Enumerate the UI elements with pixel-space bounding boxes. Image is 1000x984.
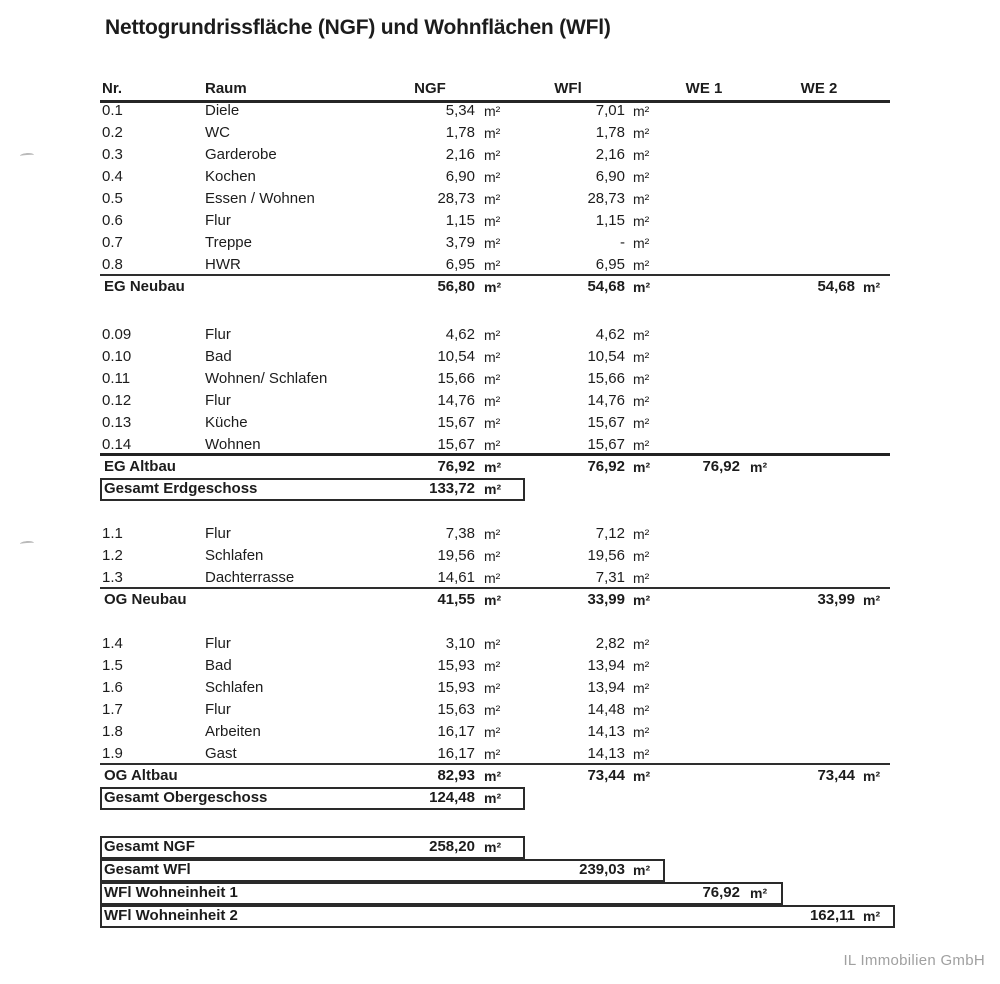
unit-m2: m² (484, 526, 501, 542)
subtotal-label: EG Neubau (104, 278, 185, 295)
footer-text: IL Immobilien GmbH (843, 952, 985, 969)
cell-we1-value: 76,92 (702, 884, 740, 901)
col-header-we1: WE 1 (685, 80, 723, 97)
area-table (100, 78, 910, 928)
cell-ngf-value: 15,93 (437, 657, 475, 674)
unit-m2: m² (484, 147, 501, 163)
cell-ngf-value: 6,90 (445, 168, 475, 185)
cell-wfl-value: 19,56 (587, 547, 625, 564)
cell-raum: Flur (205, 525, 231, 542)
cell-we2-value: 54,68 (817, 278, 855, 295)
cell-raum: Bad (205, 348, 232, 365)
cell-ngf-value: 1,15 (445, 212, 475, 229)
cell-ngf-value: 1,78 (445, 124, 475, 141)
col-header-wfl: WFl (554, 80, 582, 97)
table-row (100, 633, 910, 655)
cell-raum: Flur (205, 635, 231, 652)
cell-wfl-value: 15,67 (587, 414, 625, 431)
unit-m2: m² (484, 169, 501, 185)
unit-m2: m² (633, 658, 650, 674)
unit-m2: m² (484, 481, 502, 497)
unit-m2: m² (863, 279, 881, 295)
cell-wfl-value: 54,68 (587, 278, 625, 295)
cell-wfl-value: 13,94 (587, 679, 625, 696)
cell-we1-value: 76,92 (702, 458, 740, 475)
cell-ngf-value: 6,95 (445, 256, 475, 273)
cell-ngf-value: 15,67 (437, 436, 475, 453)
unit-m2: m² (633, 459, 651, 475)
subtotal-label: OG Neubau (104, 591, 187, 608)
total-row (100, 905, 910, 928)
subtotal-row (100, 276, 910, 298)
page-title: Nettogrundrissfläche (NGF) und Wohnflächen (WFl) (105, 16, 611, 39)
cell-wfl-value: 1,15 (595, 212, 625, 229)
table-row (100, 122, 910, 144)
cell-nr: 1.7 (102, 701, 123, 718)
cell-raum: Wohnen/ Schlafen (205, 370, 328, 387)
unit-m2: m² (633, 702, 650, 718)
cell-ngf-value: 15,93 (437, 679, 475, 696)
cell-nr: 0.12 (102, 392, 132, 409)
cell-nr: 0.5 (102, 190, 123, 207)
cell-wfl-value: 73,44 (587, 767, 625, 784)
unit-m2: m² (633, 437, 650, 453)
unit-m2: m² (484, 592, 502, 608)
cell-nr: 0.10 (102, 348, 132, 365)
unit-m2: m² (633, 279, 651, 295)
unit-m2: m² (484, 768, 502, 784)
cell-ngf-value: 3,79 (445, 234, 475, 251)
cell-ngf-value: 15,67 (437, 414, 475, 431)
cell-ngf-value: 19,56 (437, 547, 475, 564)
cell-wfl-value: 7,01 (595, 102, 625, 119)
unit-m2: m² (633, 393, 650, 409)
cell-nr: 1.2 (102, 547, 123, 564)
cell-raum: Flur (205, 326, 231, 343)
cell-nr: 0.11 (102, 370, 131, 387)
col-header-we2: WE 2 (800, 80, 838, 97)
unit-m2: m² (633, 592, 651, 608)
cell-wfl-value: 14,48 (587, 701, 625, 718)
cell-ngf-value: 14,61 (437, 569, 475, 586)
table-row (100, 699, 910, 721)
cell-nr: 0.3 (102, 146, 123, 163)
unit-m2: m² (484, 459, 502, 475)
cell-ngf-value: 28,73 (437, 190, 475, 207)
spacer (100, 298, 910, 324)
unit-m2: m² (633, 257, 650, 273)
unit-m2: m² (750, 885, 768, 901)
cell-ngf-value: 10,54 (437, 348, 475, 365)
unit-m2: m² (633, 125, 650, 141)
unit-m2: m² (484, 415, 501, 431)
cell-nr: 1.6 (102, 679, 123, 696)
cell-raum: Flur (205, 392, 231, 409)
table-row (100, 100, 910, 122)
subtotal-label: EG Altbau (104, 458, 176, 475)
table-row (100, 523, 910, 545)
table-row (100, 232, 910, 254)
unit-m2: m² (484, 125, 501, 141)
unit-m2: m² (484, 371, 501, 387)
cell-ngf-value: 7,38 (445, 525, 475, 542)
cell-ngf-value: 5,34 (445, 102, 475, 119)
unit-m2: m² (484, 570, 501, 586)
cell-ngf-value: 15,63 (437, 701, 475, 718)
unit-m2: m² (484, 393, 501, 409)
cell-nr: 0.4 (102, 168, 123, 185)
subtotal-row (100, 765, 910, 787)
cell-nr: 1.1 (102, 525, 123, 542)
cell-nr: 1.5 (102, 657, 123, 674)
cell-wfl-value: 6,90 (595, 168, 625, 185)
cell-wfl-value: 14,76 (587, 392, 625, 409)
table-row (100, 721, 910, 743)
total-row (100, 787, 910, 810)
unit-m2: m² (633, 636, 650, 652)
cell-ngf-value: 2,16 (445, 146, 475, 163)
unit-m2: m² (633, 724, 650, 740)
unit-m2: m² (484, 279, 502, 295)
spacer (100, 501, 910, 523)
unit-m2: m² (633, 862, 651, 878)
unit-m2: m² (484, 257, 501, 273)
cell-ngf-value: 15,66 (437, 370, 475, 387)
table-row (100, 254, 910, 276)
unit-m2: m² (633, 213, 650, 229)
unit-m2: m² (484, 191, 501, 207)
table-row (100, 390, 910, 412)
cell-nr: 0.6 (102, 212, 123, 229)
table-row (100, 324, 910, 346)
table-row (100, 655, 910, 677)
unit-m2: m² (863, 908, 881, 924)
unit-m2: m² (484, 680, 501, 696)
table-row (100, 210, 910, 232)
cell-raum: Essen / Wohnen (205, 190, 315, 207)
unit-m2: m² (484, 702, 501, 718)
total-row (100, 478, 910, 501)
cell-wfl-value: 28,73 (587, 190, 625, 207)
cell-nr: 0.7 (102, 234, 123, 251)
cell-wfl-value: 6,95 (595, 256, 625, 273)
scan-artifact (20, 541, 34, 547)
cell-nr: 1.9 (102, 745, 123, 762)
cell-wfl-value: 239,03 (579, 861, 625, 878)
table-body (100, 100, 910, 928)
unit-m2: m² (484, 790, 502, 806)
cell-wfl-value: 7,31 (595, 569, 625, 586)
unit-m2: m² (633, 103, 650, 119)
table-row (100, 166, 910, 188)
cell-nr: 0.8 (102, 256, 123, 273)
table-row (100, 346, 910, 368)
cell-ngf-value: 76,92 (437, 458, 475, 475)
unit-m2: m² (484, 235, 501, 251)
unit-m2: m² (484, 746, 501, 762)
cell-nr: 0.1 (102, 102, 123, 119)
cell-raum: Gast (205, 745, 237, 762)
unit-m2: m² (484, 636, 501, 652)
unit-m2: m² (633, 746, 650, 762)
unit-m2: m² (633, 526, 650, 542)
table-header-row (100, 78, 910, 100)
unit-m2: m² (484, 327, 501, 343)
cell-ngf-value: 41,55 (437, 591, 475, 608)
unit-m2: m² (484, 349, 501, 365)
cell-raum: Schlafen (205, 547, 264, 564)
cell-wfl-value: 33,99 (587, 591, 625, 608)
unit-m2: m² (633, 570, 650, 586)
unit-m2: m² (633, 235, 650, 251)
cell-wfl-value: 76,92 (587, 458, 625, 475)
cell-ngf-value: 82,93 (437, 767, 475, 784)
cell-wfl-value: 10,54 (587, 348, 625, 365)
cell-wfl-value: 2,82 (595, 635, 625, 652)
cell-raum: Treppe (205, 234, 252, 251)
total-label: Gesamt Obergeschoss (104, 789, 268, 806)
col-header-raum: Raum (205, 80, 247, 97)
cell-wfl-value: 15,67 (587, 436, 625, 453)
total-label: Gesamt NGF (104, 838, 195, 855)
cell-wfl-value: 4,62 (595, 326, 625, 343)
unit-m2: m² (633, 147, 650, 163)
unit-m2: m² (484, 658, 501, 674)
cell-nr: 0.2 (102, 124, 123, 141)
cell-ngf-value: 258,20 (429, 838, 475, 855)
unit-m2: m² (484, 103, 501, 119)
unit-m2: m² (863, 768, 881, 784)
total-label: WFl Wohneinheit 2 (104, 907, 238, 924)
cell-raum: Schlafen (205, 679, 264, 696)
cell-raum: Kochen (205, 168, 256, 185)
cell-raum: Arbeiten (205, 723, 261, 740)
cell-raum: Wohnen (205, 436, 261, 453)
unit-m2: m² (484, 213, 501, 229)
cell-ngf-value: 16,17 (437, 745, 475, 762)
total-row (100, 882, 910, 905)
cell-raum: Diele (205, 102, 240, 119)
unit-m2: m² (633, 680, 650, 696)
total-row (100, 859, 910, 882)
table-row (100, 412, 910, 434)
cell-nr: 0.14 (102, 436, 132, 453)
cell-ngf-value: 133,72 (429, 480, 475, 497)
cell-nr: 0.13 (102, 414, 132, 431)
unit-m2: m² (633, 327, 650, 343)
cell-wfl-value: 2,16 (595, 146, 625, 163)
unit-m2: m² (750, 459, 768, 475)
cell-raum: Bad (205, 657, 232, 674)
cell-wfl-value: 14,13 (587, 723, 625, 740)
cell-wfl-value: 7,12 (595, 525, 625, 542)
cell-raum: Garderobe (205, 146, 277, 163)
cell-raum: Dachterrasse (205, 569, 295, 586)
unit-m2: m² (484, 724, 501, 740)
total-label: WFl Wohneinheit 1 (104, 884, 238, 901)
col-header-ngf: NGF (414, 80, 446, 97)
unit-m2: m² (633, 548, 650, 564)
cell-ngf-value: 16,17 (437, 723, 475, 740)
cell-we2-value: 33,99 (817, 591, 855, 608)
unit-m2: m² (863, 592, 881, 608)
cell-raum: Flur (205, 212, 231, 229)
subtotal-row (100, 456, 910, 478)
total-label: Gesamt WFl (104, 861, 191, 878)
table-row (100, 368, 910, 390)
table-row (100, 567, 910, 589)
cell-wfl-value: - (620, 234, 625, 251)
total-label: Gesamt Erdgeschoss (104, 480, 258, 497)
cell-raum: Küche (205, 414, 248, 431)
cell-we2-value: 162,11 (809, 907, 855, 924)
cell-ngf-value: 56,80 (437, 278, 475, 295)
subtotal-row (100, 589, 910, 611)
unit-m2: m² (484, 548, 501, 564)
table-row (100, 743, 910, 765)
table-row (100, 677, 910, 699)
cell-ngf-value: 3,10 (445, 635, 475, 652)
spacer (100, 810, 910, 836)
subtotal-label: OG Altbau (104, 767, 178, 784)
unit-m2: m² (484, 839, 502, 855)
unit-m2: m² (633, 371, 650, 387)
unit-m2: m² (484, 437, 501, 453)
cell-raum: WC (205, 124, 230, 141)
unit-m2: m² (633, 169, 650, 185)
cell-wfl-value: 1,78 (595, 124, 625, 141)
cell-nr: 0.09 (102, 326, 132, 343)
cell-ngf-value: 14,76 (437, 392, 475, 409)
table-row (100, 188, 910, 210)
col-header-nr: Nr. (102, 80, 123, 97)
unit-m2: m² (633, 768, 651, 784)
cell-raum: HWR (205, 256, 241, 273)
cell-nr: 1.3 (102, 569, 123, 586)
scan-artifact (20, 153, 34, 159)
cell-nr: 1.8 (102, 723, 123, 740)
total-row (100, 836, 910, 859)
cell-wfl-value: 13,94 (587, 657, 625, 674)
cell-we2-value: 73,44 (817, 767, 855, 784)
spacer (100, 611, 910, 633)
table-row (100, 144, 910, 166)
cell-wfl-value: 14,13 (587, 745, 625, 762)
table-row (100, 545, 910, 567)
unit-m2: m² (633, 349, 650, 365)
cell-nr: 1.4 (102, 635, 123, 652)
cell-wfl-value: 15,66 (587, 370, 625, 387)
cell-raum: Flur (205, 701, 231, 718)
unit-m2: m² (633, 191, 650, 207)
unit-m2: m² (633, 415, 650, 431)
cell-ngf-value: 124,48 (429, 789, 475, 806)
cell-ngf-value: 4,62 (445, 326, 475, 343)
